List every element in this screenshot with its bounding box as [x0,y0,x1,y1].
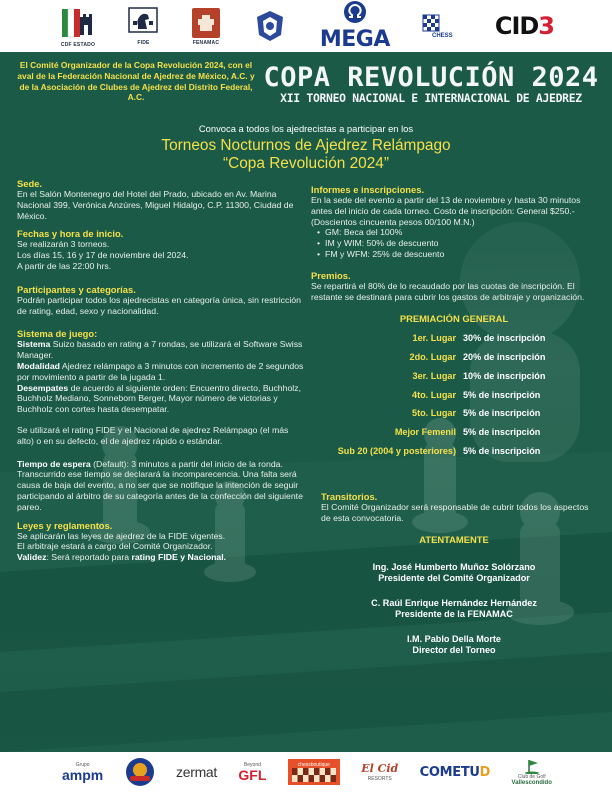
beyond-text: GFL [238,767,267,783]
desempates-text: de acuerdo al siguiente orden: Encuentro directo, Buchholz, Buchholz Mediano, Sonneborn Berger, Mayor número de victorias y Buchholz con cortes hasta desempatar. [17,382,301,415]
chess-text: CHESS [432,33,453,39]
tiempo-text: (Default): 3 minutos a partir del inicio de la ronda. Transcurrido ese tiempo se declarará la incomparecencia. Una falta será causa de baja del evento, a no ser que se notifique la intención de seguir participando al árbitro de su categoría antes de la confección del siguiente pareo. [17,458,303,512]
prize-percent: 10% de inscripción [463,370,546,381]
mega-text: MEGA [319,27,390,52]
prize-place: 1er. Lugar [412,333,456,344]
discount-item: • IM y WIM: 50% de descuento [317,238,597,249]
cdb-caption: CDF ESTADO [60,41,96,48]
fechas-title: Fechas y hora de inicio. [17,228,124,240]
prize-percent: 5% de inscripción [463,427,541,438]
prize-place: 4to. Lugar [412,389,456,400]
table-row [311,367,545,386]
signer-2-role: Presidente de la FENAMAC [395,609,513,620]
chessboard-strip-icon [292,768,336,782]
validez-paragraph [17,552,307,563]
torneos-line2: “Copa Revolución 2024” [223,155,389,172]
prize-percent: 5% de inscripción [463,408,541,419]
table-row [311,442,545,461]
desempates-paragraph [17,383,307,415]
fenamac-caption: FENAMAC [192,39,220,46]
mexico-city-logo [253,9,287,43]
table-row [311,423,545,442]
signer-3-role: Director del Torneo [412,645,496,656]
prize-percent: 5% de inscripción [463,445,541,456]
right-column [311,184,597,656]
prize-place: Sub 20 (2004 y posteriores) [337,445,456,456]
desempates-label: Desempates [17,382,69,393]
rating-text: Se utilizará el rating FIDE y el Nacional de ajedrez Relámpago (el más alto) o en su defecto, el de ajedrez rápido o estándar. [17,424,289,446]
cdb-logo [60,5,96,48]
mascot-logo [125,757,155,787]
city-crest-icon [253,9,287,43]
signer-1-role: Presidente del Comité Organizador [378,573,530,584]
modalidad-text: Ajedrez relámpago a 3 minutos con incremento de 2 segundos por movimiento a partir de la jugada 1. [17,360,304,382]
table-row [311,329,545,348]
prize-place: 5to. Lugar [412,408,456,419]
cometud-text-a: COMETU [419,764,480,780]
cid3-logo [495,12,554,40]
premiacion-table [311,329,545,461]
fechas-line1: Se realizarán 3 torneos. [17,239,110,250]
left-column [17,178,307,563]
castle-crest-icon [60,5,96,41]
top-logo-strip [0,0,612,52]
chess-board-icon [422,13,462,33]
golf-flag-icon [523,758,541,774]
prize-percent: 20% de inscripción [463,351,546,362]
convoca-line: Convoca a todos los ajedrecistas a participar en los [198,123,414,134]
signatures [311,535,597,656]
transitorios-text: El Comité Organizador será responsable de cubrir todos los aspectos de esta convocatoria. [321,501,589,523]
chessboutique-text: chessboutique [297,762,330,768]
leyes-line2: El arbitraje estará a cargo del Comité Organizador. [17,541,213,552]
premiacion-title: PREMIACIÓN GENERAL [399,313,509,325]
transitorios-title: Transitorios. [321,490,378,502]
zermat-logo [176,764,217,780]
signer-3-name: I.M. Pablo Della Morte [407,634,501,645]
mega-logo [320,0,390,52]
mega-omega-icon [343,0,367,24]
golf-text: Vallescondido [511,780,552,786]
elcid-logo [361,762,398,782]
sponsor-strip [0,752,612,792]
torneos-line1: Torneos Nocturnos de Ajedrez Relámpago [161,137,451,154]
poster-body [0,52,612,752]
sistema-label: Sistema [17,339,51,350]
atentamente-title: ATENTAMENTE [419,534,489,546]
prize-place: Mejor Femenil [394,427,456,438]
validez-bold: rating FIDE y Nacional. [131,552,227,563]
participantes-text: Podrán participar todos los ajedrecistas en categoría única, sin restricción de rating, edad, sexo y nacionalidad. [17,294,301,316]
leyes-title: Leyes y reglamentos. [17,519,113,531]
prize-percent: 30% de inscripción [463,333,546,344]
signer-1-name: Ing. José Humberto Muñoz Solórzano [372,562,536,573]
elcid-sub: RESORTS [367,776,392,782]
fide-caption: FIDE [137,39,150,46]
intro-text: El Comité Organizador de la Copa Revolución 2024, con el aval de la Federación Nacional de Ajedrez de México, A.C. y de la Asociación de Clubes de Ajedrez del Distrito Federal, A.C. [17,60,255,103]
golf-logo [512,758,552,786]
table-row [311,386,545,405]
discount-item: • GM: Beca del 100% [317,227,597,238]
mascot-badge-icon [125,757,155,787]
cid3-text-a: CID [494,12,539,40]
torneos-heading [0,137,612,173]
tiempo-label: Tiempo de espera [17,458,91,469]
validez-label: Validez [17,552,47,563]
premios-title: Premios. [311,269,351,281]
signer-2-name: C. Raúl Enrique Hernández Hernández [371,598,537,609]
cometud-logo [420,765,491,780]
discount-item: • FM y WFM: 25% de descuento [317,249,597,260]
ampm-logo [62,762,103,782]
table-row [311,348,545,367]
tiempo-paragraph [17,459,307,513]
elcid-text: El Cid [361,762,399,775]
sistema-text: Suizo basado en rating a 7 rondas, se utilizará el Software Swiss Manager. [17,339,303,361]
modalidad-paragraph [17,361,307,383]
sede-title: Sede. [17,178,43,189]
table-row [311,404,545,423]
fechas-line3: A partir de las 22:00 hrs. [17,260,112,271]
zermat-text: zermat [176,764,218,780]
cid3-text-b: 3 [538,12,554,40]
ampm-small: Grupo [75,762,90,768]
fenamac-logo [191,7,221,46]
participantes-title: Participantes y categorías. [17,283,136,295]
beyond-logo [238,762,266,782]
prize-place: 2do. Lugar [409,351,456,362]
sede-text: En el Salón Montenegro del Hotel del Prado, ubicado en Av. Marina Nacional 399, Verónica Anzúres, Miguel Hidalgo, C.P. 11300, Ciudad de México. [17,189,294,221]
ampm-text: ampm [62,767,104,783]
chess-club-logo [422,13,462,39]
cometud-text-b: D [479,764,491,780]
fide-logo [128,7,158,46]
prize-place: 3er. Lugar [412,370,456,381]
prize-percent: 5% de inscripción [463,389,541,400]
leyes-line1: Se aplicarán las leyes de ajedrez de la FIDE vigentes. [17,530,226,541]
sistema-title: Sistema de juego: [17,328,98,340]
validez-text: : Será reportado para [46,552,132,563]
discount-list [311,227,597,259]
informes-title: Informes e inscripciones. [311,184,425,195]
fechas-line2: Los días 15, 16 y 17 de noviembre del 2024. [17,250,189,261]
fide-knight-icon [128,7,158,39]
event-title [250,64,612,105]
sistema-paragraph [17,339,307,361]
beyond-small: Beyond [243,762,261,768]
fenamac-shield-icon [191,7,221,39]
informes-text: En la sede del evento a partir del 13 de noviembre y hasta 30 minutos antes del inicio de cada torneo. Costo de inscripción: General $250.- (Doscientos cincuenta pesos 00/100 M.N.) [311,195,581,227]
title-main: COPA REVOLUCIÓN 2024 [263,62,599,93]
premios-text: Se repartirá el 80% de lo recaudado por las cuotas de inscripción. El restante se destinará para cubrir los gastos de arbitraje y organización. [311,280,585,302]
golf-small: Club de Golf [517,774,546,780]
modalidad-label: Modalidad [17,360,60,371]
title-sub: XII TORNEO NACIONAL E INTERNACIONAL DE AJEDREZ [280,91,582,105]
chessboutique-logo [288,759,340,785]
